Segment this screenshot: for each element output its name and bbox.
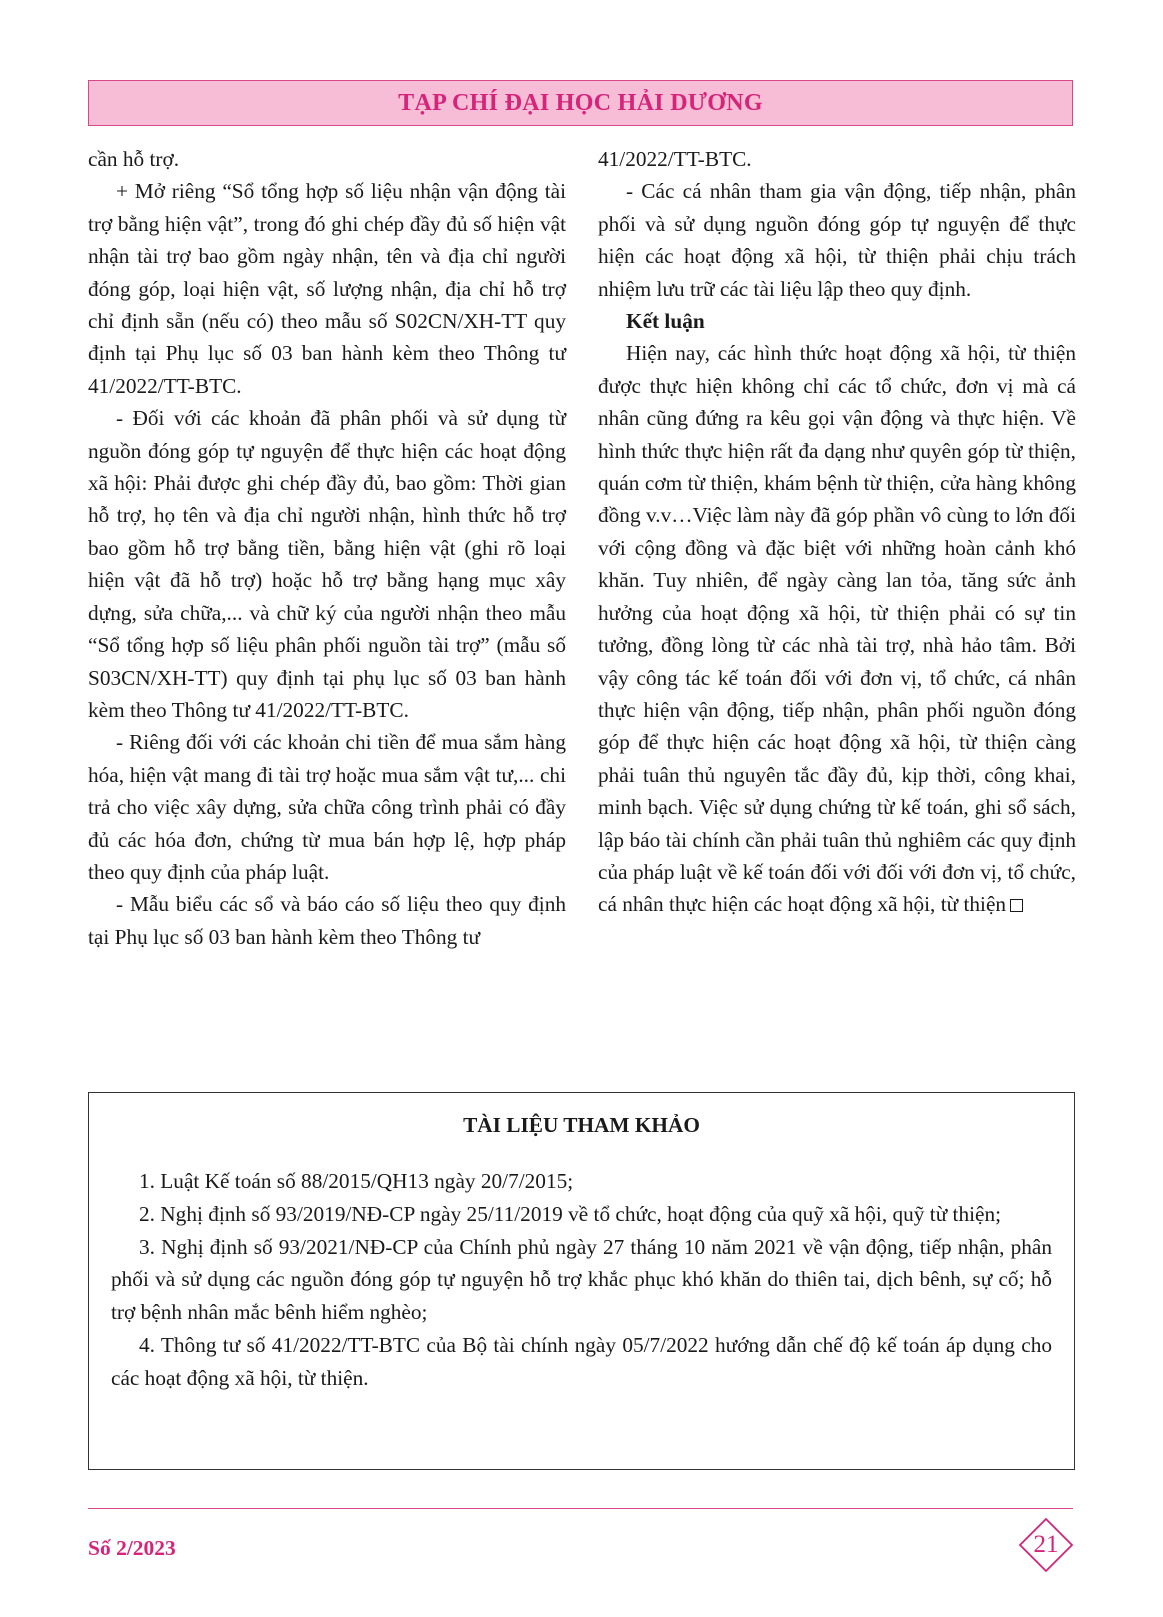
right-column: [598, 143, 1076, 921]
reference-item: 3. Nghị định số 93/2021/NĐ-CP của Chính phủ ngày 27 tháng 10 năm 2021 về vận động, tiếp nhận, phân phối và sử dụng các nguồn đóng góp tự nguyện hỗ trợ khắc phục khó khăn do thiên tai, dịch bênh, sự cố; hỗ trợ bệnh nhân mắc bênh hiểm nghèo;: [111, 1234, 1052, 1325]
paragraph: - Các cá nhân tham gia vận động, tiếp nhận, phân phối và sử dụng nguồn đóng góp tự nguyện để thực hiện các hoạt động xã hội, từ thiện phải chịu trách nhiệm lưu trữ các tài liệu lập theo quy định.: [598, 179, 1076, 301]
paragraph: cần hỗ trợ.: [88, 147, 180, 171]
references-title: TÀI LIỆU THAM KHẢO: [463, 1113, 700, 1137]
left-column: [88, 143, 566, 953]
reference-item: 1. Luật Kế toán số 88/2015/QH13 ngày 20/7/2015;: [139, 1169, 574, 1193]
references-box: [88, 1092, 1075, 1470]
paragraph: - Đối với các khoản đã phân phối và sử dụng từ nguồn đóng góp tự nguyện để thực hiện các hoạt động xã hội: Phải được ghi chép đầy đủ, bao gồm: Thời gian hỗ trợ, họ tên và địa chỉ người nhận, hình thức hỗ trợ bao gồm hỗ trợ bằng tiền, bằng hiện vật (ghi rõ loại hiện vật đã hỗ trợ) hoặc hỗ trợ bằng hạng mục xây dựng, sửa chữa,... và chữ ký của người nhận theo mẫu “Sổ tổng hợp số liệu phân phối nguồn tài trợ” (mẫu số S03CN/XH-TT) quy định tại phụ lục số 03 ban hành kèm theo Thông tư 41/2022/TT-BTC.: [88, 406, 566, 722]
paragraph: 41/2022/TT-BTC.: [598, 147, 752, 171]
conclusion-paragraph: [598, 337, 1076, 920]
page-number: 21: [1033, 1531, 1059, 1558]
reference-item: 4. Thông tư số 41/2022/TT-BTC của Bộ tài chính ngày 05/7/2022 hướng dẫn chế độ kế toán áp dụng cho các hoạt động xã hội, từ thiện.: [111, 1332, 1052, 1390]
reference-item: 2. Nghị định số 93/2019/NĐ-CP ngày 25/11/2019 về tổ chức, hoạt động của quỹ xã hội, quỹ từ thiện;: [139, 1201, 1002, 1226]
hollow-square-icon: [1010, 899, 1023, 912]
conclusion-text: Hiện nay, các hình thức hoạt động xã hội, từ thiện được thực hiện không chỉ các tổ chức, đơn vị mà cá nhân cũng đứng ra kêu gọi vận động và thực hiện. Về hình thức thực hiện rất đa dạng như quyên góp từ thiện, quán cơm từ thiện, khám bệnh từ thiện, cửa hàng không đồng v.v…Việc làm này đã góp phần vô cùng to lớn đối với cộng đồng và đặc biệt với những hoàn cảnh khó khăn. Tuy nhiên, để ngày càng lan tỏa, tăng sức ảnh hưởng của hoạt động xã hội, từ thiện phải có sự tin tưởng, đồng lòng từ các nhà tài trợ, nhà hảo tâm. Bởi vậy công tác kế toán đối với đơn vị, tổ chức, cá nhân thực hiện vận động, tiếp nhận, phân phối nguồn đóng góp để thực hiện các hoạt động xã hội, từ thiện càng phải tuân thủ nguyên tắc đầy đủ, kịp thời, công khai, minh bạch. Việc sử dụng chứng từ kế toán, ghi sổ sách, lập báo tài chính cần phải tuân thủ nghiêm các quy định của pháp luật về kế toán đối với đối với đơn vị, tổ chức, cá nhân thực hiện các hoạt động xã hội, từ thiện: [598, 341, 1076, 917]
issue-number: Số 2/2023: [88, 1536, 176, 1560]
journal-title: TẠP CHÍ ĐẠI HỌC HẢI DƯƠNG: [398, 89, 763, 116]
section-heading: Kết luận: [626, 309, 705, 334]
footer-divider: [88, 1508, 1073, 1509]
journal-header: [88, 80, 1073, 126]
page-number-badge: [1018, 1517, 1074, 1573]
paragraph: - Riêng đối với các khoản chi tiền để mua sắm hàng hóa, hiện vật mang đi tài trợ hoặc mua sắm vật tư,... chi trả cho việc xây dựng, sửa chữa công trình phải có đầy đủ các hóa đơn, chứng từ mua bán hợp lệ, hợp pháp theo quy định của pháp luật.: [88, 730, 566, 884]
paragraph: + Mở riêng “Sổ tổng hợp số liệu nhận vận động tài trợ bằng hiện vật”, trong đó ghi chép đầy đủ số hiện vật nhận tài trợ bao gồm ngày nhận, tên và địa chỉ người đóng góp, loại hiện vật, số lượng nhận, địa chỉ hỗ trợ chỉ định sẵn (nếu có) theo mẫu số S02CN/XH-TT quy định tại Phụ lục số 03 ban hành kèm theo Thông tư 41/2022/TT-BTC.: [88, 179, 566, 398]
paragraph: - Mẫu biểu các sổ và báo cáo số liệu theo quy định tại Phụ lục số 03 ban hành kèm theo Thông tư: [88, 892, 566, 949]
